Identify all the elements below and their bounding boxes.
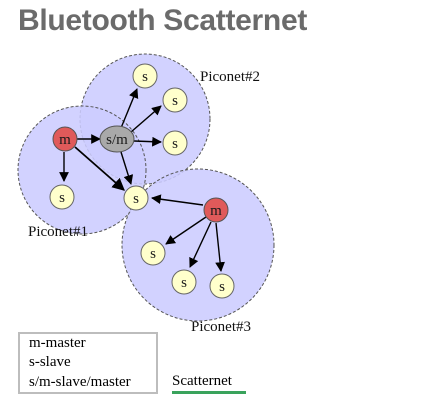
node-slave-p2-mid — [163, 88, 187, 112]
node-bridge-slave-master-label: s/m — [106, 132, 128, 148]
node-slave-p3-left-label: s — [150, 246, 156, 262]
node-slave-p1-bottom — [50, 185, 74, 209]
link-bridge-sm-low — [134, 141, 161, 142]
node-slave-p3-mid-label: s — [181, 275, 187, 291]
node-slave-p3-mid — [172, 270, 196, 294]
piconet-1-label: Piconet#1 — [28, 224, 88, 240]
node-slave-p3-right — [210, 274, 234, 298]
node-bridge-slave-master — [100, 126, 134, 152]
node-bridge-slave-label: s — [133, 191, 139, 207]
node-slave-p3-right-label: s — [219, 279, 225, 295]
node-slave-p2-low — [163, 131, 187, 155]
diagram-caption: Scatternet — [172, 373, 232, 389]
node-master-3-label: m — [210, 203, 222, 219]
node-bridge-slave — [124, 186, 148, 210]
piconet-2-label: Piconet#2 — [200, 69, 260, 85]
node-slave-p3-left — [141, 241, 165, 265]
legend-slave: s-slave — [29, 354, 71, 370]
node-slave-p2-low-label: s — [172, 136, 178, 152]
node-slave-p2-top — [133, 64, 157, 88]
node-slave-p1-bottom-label: s — [59, 190, 65, 206]
piconet-3-label: Piconet#3 — [191, 319, 251, 335]
node-slave-p2-top-label: s — [142, 69, 148, 85]
legend-box — [18, 332, 158, 394]
legend-master: m-master — [29, 335, 86, 351]
node-master-1 — [53, 127, 77, 151]
caption-underline — [172, 391, 246, 394]
node-master-3 — [204, 198, 228, 222]
legend-slave-master: s/m-slave/master — [29, 374, 131, 390]
node-master-1-label: m — [59, 132, 71, 148]
node-slave-p2-mid-label: s — [172, 93, 178, 109]
page-title: Bluetooth Scatternet — [18, 4, 308, 37]
